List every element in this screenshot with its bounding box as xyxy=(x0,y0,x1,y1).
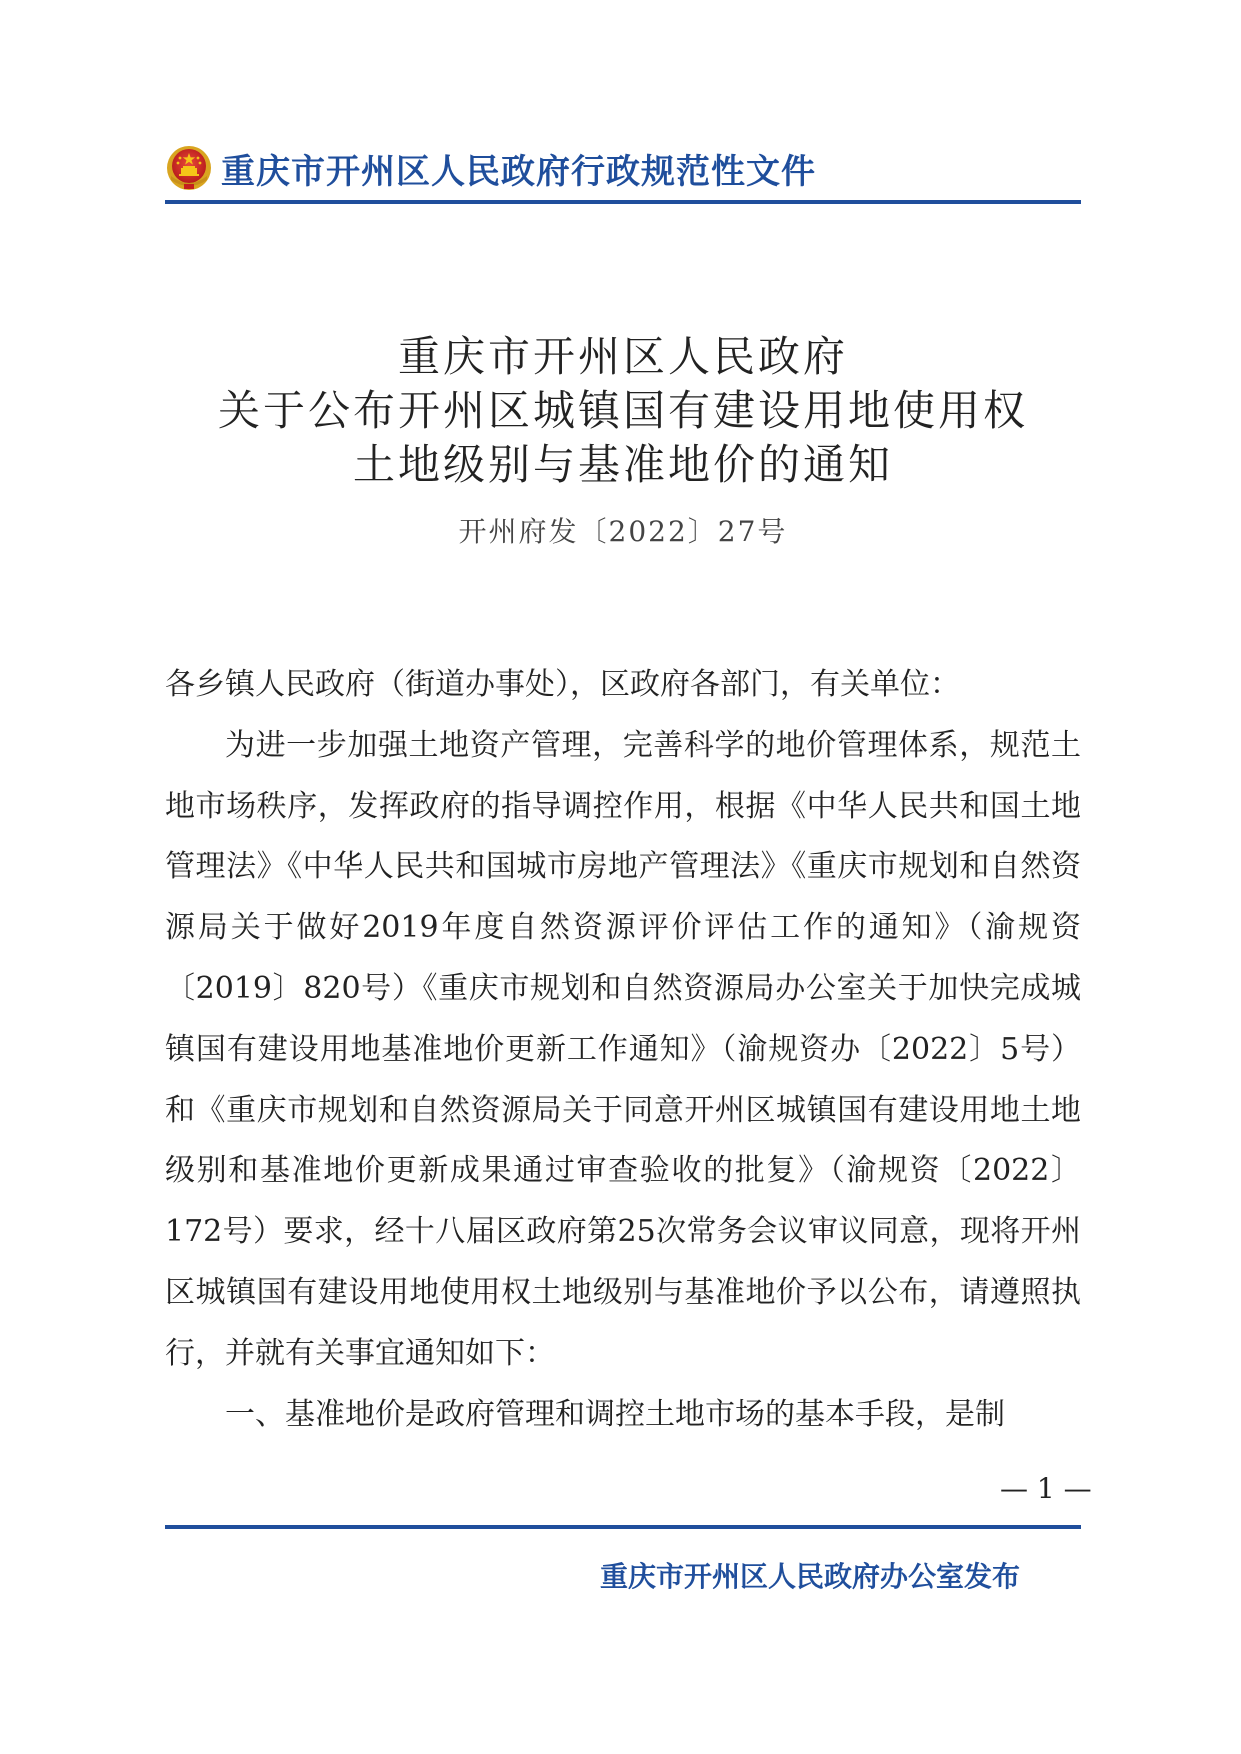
national-emblem-icon xyxy=(165,144,213,192)
publisher-footer: 重庆市开州区人民政府办公室发布 xyxy=(599,1560,1020,1593)
document-number: 开州府发〔2022〕27号 xyxy=(458,515,788,548)
title-line: 重庆市开州区人民政府 xyxy=(397,332,848,381)
document-title xyxy=(165,330,1081,550)
title-line: 土地级别与基准地价的通知 xyxy=(352,440,893,489)
title-line: 关于公布开州区城镇国有建设用地使用权 xyxy=(217,386,1028,435)
body-paragraph: 一、基准地价是政府管理和调控土地市场的基本手段，是制 xyxy=(225,1396,1005,1432)
header-title: 重庆市开州区人民政府行政规范性文件 xyxy=(221,151,816,192)
document-header xyxy=(165,138,816,198)
salutation: 各乡镇人民政府（街道办事处），区政府各部门，有关单位： xyxy=(165,667,960,702)
header-divider xyxy=(165,200,1081,204)
document-body xyxy=(165,655,1081,1445)
body-paragraph: 为进一步加强土地资产管理，完善科学的地价管理体系，规范土地市场秩序，发挥政府的指导调控作用，根据《中华人民共和国土地管理法》《中华人民共和国城市房地产管理法》《重庆市规划和自然资源局关于做好2019年度自然资源评价评估工作的通知》（渝规资〔2019〕820号）《重庆市规划和自然资源局办公室关于加快完成城镇国有建设用地基准地价更新工作通知》（渝规资办〔2022〕5号）和《重庆市规划和自然资源局关于同意开州区城镇国有建设用地土地级别和基准地价更新成果通过审查验收的批复》（渝规资〔2022〕172号）要求，经十八届区政府第25次常务会议审议同意，现将开州区城镇国有建设用地使用权土地级别与基准地价予以公布，请遵照执行，并就有关事宜通知如下： xyxy=(165,727,1081,1371)
footer-divider xyxy=(165,1525,1081,1529)
page-number: — 1 — xyxy=(1000,1472,1092,1505)
